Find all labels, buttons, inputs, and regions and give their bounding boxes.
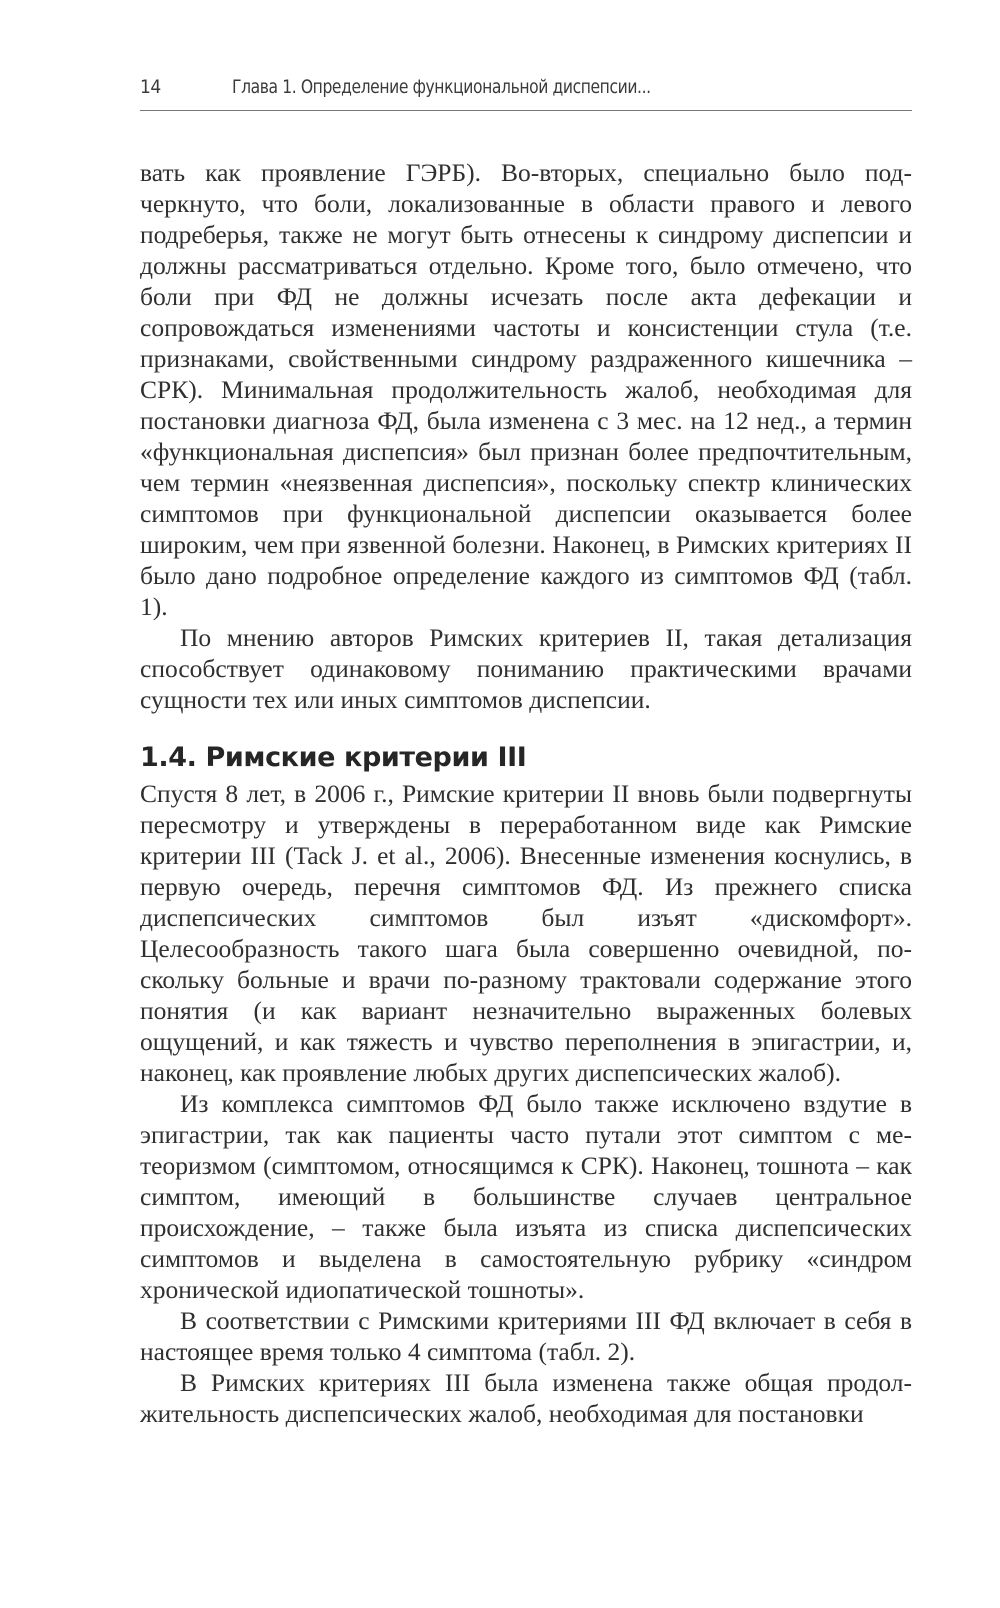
section-heading: 1.4. Римские критерии III xyxy=(140,742,527,773)
paragraph: Из комплекса симптомов ФД было также исключено вздутие в эпигастрии, так как пациенты часто путали этот симптом с метеоризмом (симптомом, относящимся к СРК). Наконец, тошнота – как симптом, имеющий в большинстве случаев центральное происхождение, – также была изъята из списка диспепсических симптомов и выделена в самостоятельную рубрику «синдром хронической идиопатической тошноты». xyxy=(140,1089,912,1304)
paragraph-continued: вать как проявление ГЭРБ). Во-вторых, специально было подчеркнуто, что боли, локализованные в области правого и левого подреберья, также не могут быть отнесены к синдрому диспепсии и должны рассматриваться отдельно. Кроме того, было отмечено, что боли при ФД не должны исчезать после акта дефекации и сопровождаться изменениями частоты и консистенции стула (т.е. признаками, свойственными синдрому раздраженного кишечника – СРК). Минимальная продолжительность жалоб, необходимая для постановки диагноза ФД, была изменена с 3 мес. на 12 нед., а термин «функциональная диспепсия» был признан более предпочтительным, чем термин «неязвенная диспепсия», поскольку спектр клинических симптомов при функциональной диспепсии оказывается более широким, чем при язвенной болезни. Наконец, в Римских критериях II было дано подробное определение каждого из симптомов ФД (табл. 1). xyxy=(140,158,912,621)
body-text xyxy=(140,157,912,1429)
running-head xyxy=(140,70,912,111)
paragraph: По мнению авторов Римских критериев II, такая детализация способствует одинаковому пониманию практическими врачами сущности тех или иных симптомов диспепсии. xyxy=(140,623,912,714)
page-number: 14 xyxy=(140,76,161,98)
paragraph: В соответствии с Римскими критериями III ФД включает в себя в настоящее время только 4 симптома (табл. 2). xyxy=(140,1306,912,1366)
book-page xyxy=(140,70,912,1429)
chapter-title: Глава 1. Определение функциональной диспепсии... xyxy=(232,76,651,98)
paragraph: Спустя 8 лет, в 2006 г., Римские критерии II вновь были подвергнуты пересмотру и утверждены в переработанном виде как Римские критерии III (Tack J. et al., 2006). Внесенные изменения коснулись, в первую очередь, перечня симптомов ФД. Из прежнего списка диспепсических симптомов был изъят «дискомфорт». Целесообразность такого шага была совершенно очевидной, поскольку больные и врачи по-разному трактовали содержание этого понятия (и как вариант незначительно выраженных болевых ощущений, и как тяжесть и чувство переполнения в эпигастрии, и, наконец, как проявление любых других диспепсических жалоб). xyxy=(140,779,912,1087)
paragraph: В Римских критериях III была изменена также общая продолжительность диспепсических жалоб, необходимая для постановки xyxy=(140,1368,912,1428)
